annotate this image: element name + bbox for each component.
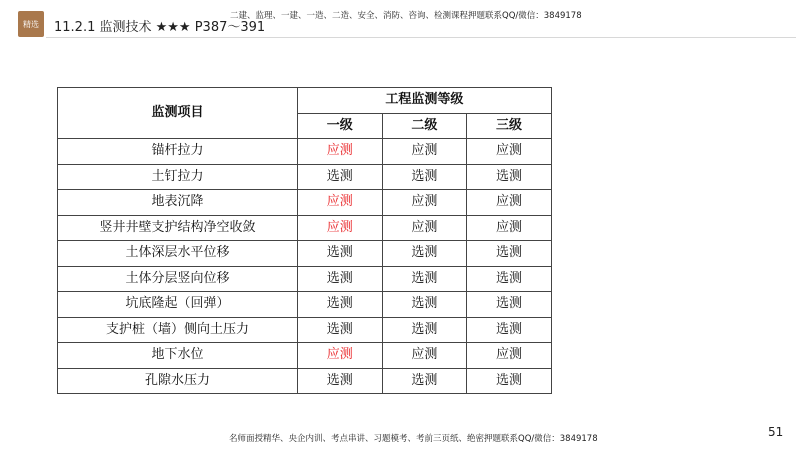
row-level-3: 选测 (467, 241, 552, 267)
row-level-3: 应测 (467, 139, 552, 165)
item-header: 监测项目 (58, 88, 298, 139)
table-row (58, 215, 552, 241)
row-level-2: 应测 (382, 139, 467, 165)
row-level-3: 应测 (467, 190, 552, 216)
row-level-1: 选测 (298, 266, 383, 292)
table-row (58, 343, 552, 369)
page-number: 51 (768, 425, 784, 439)
row-item: 地下水位 (58, 343, 298, 369)
row-item: 地表沉降 (58, 190, 298, 216)
row-level-2: 选测 (382, 317, 467, 343)
level-header-1: 一级 (298, 113, 383, 139)
row-level-3: 应测 (467, 343, 552, 369)
row-item: 土钉拉力 (58, 164, 298, 190)
row-level-2: 选测 (382, 241, 467, 267)
row-level-2: 选测 (382, 292, 467, 318)
row-item: 孔隙水压力 (58, 368, 298, 394)
row-level-1: 应测 (298, 215, 383, 241)
row-level-2: 选测 (382, 266, 467, 292)
table-row (58, 292, 552, 318)
row-item: 竖井井壁支护结构净空收敛 (58, 215, 298, 241)
row-level-3: 选测 (467, 368, 552, 394)
row-level-2: 应测 (382, 343, 467, 369)
level-group-header: 工程监测等级 (298, 88, 552, 114)
row-item: 锚杆拉力 (58, 139, 298, 165)
row-level-2: 应测 (382, 190, 467, 216)
row-item: 支护桩（墙）侧向土压力 (58, 317, 298, 343)
row-item: 坑底隆起（回弹） (58, 292, 298, 318)
row-level-3: 选测 (467, 266, 552, 292)
row-item: 土体深层水平位移 (58, 241, 298, 267)
row-level-1: 选测 (298, 292, 383, 318)
bottom-contact-note: 名师面授精华、央企内训、考点串讲、习题模考、考前三页纸、绝密押题联系QQ/微信：3849178 (229, 434, 598, 444)
level-header-2: 二级 (382, 113, 467, 139)
row-level-3: 选测 (467, 164, 552, 190)
header-divider (46, 37, 796, 38)
row-level-2: 选测 (382, 368, 467, 394)
row-level-1: 应测 (298, 343, 383, 369)
table-row (58, 139, 552, 165)
row-level-1: 选测 (298, 241, 383, 267)
logo-text: 精选 (23, 19, 39, 29)
top-contact-note: 二建、监理、一建、一造、二造、安全、消防、咨询、检测课程押题联系QQ/微信：3849178 (230, 11, 582, 21)
table-row (58, 368, 552, 394)
row-level-1: 选测 (298, 164, 383, 190)
row-level-3: 选测 (467, 317, 552, 343)
row-level-1: 选测 (298, 368, 383, 394)
table-body (58, 139, 552, 394)
table-row (58, 164, 552, 190)
row-level-2: 选测 (382, 164, 467, 190)
monitoring-table (57, 87, 552, 394)
brand-logo (18, 11, 44, 37)
row-level-3: 应测 (467, 215, 552, 241)
table-row (58, 266, 552, 292)
row-level-1: 应测 (298, 139, 383, 165)
section-title: 11.2.1 监测技术 ★★★ P387～391 (54, 20, 266, 35)
row-level-2: 应测 (382, 215, 467, 241)
row-item: 土体分层竖向位移 (58, 266, 298, 292)
level-header-3: 三级 (467, 113, 552, 139)
row-level-1: 选测 (298, 317, 383, 343)
table-row (58, 190, 552, 216)
row-level-1: 应测 (298, 190, 383, 216)
table-row (58, 241, 552, 267)
row-level-3: 选测 (467, 292, 552, 318)
table-row (58, 317, 552, 343)
